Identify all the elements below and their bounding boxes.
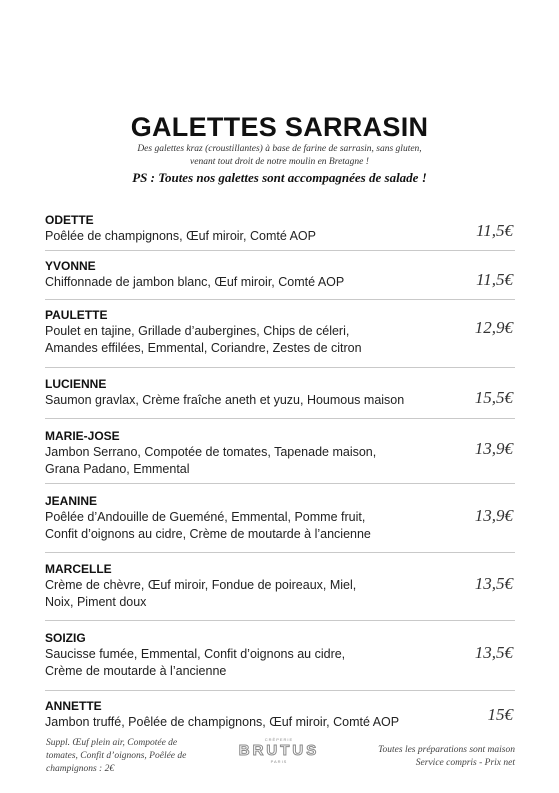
item-name: SOIZIG (45, 631, 86, 645)
item-name: ODETTE (45, 213, 94, 227)
menu-item-jeanine (45, 484, 515, 553)
brutus-logo: CRÊPERIE BRUTUS PARIS (238, 737, 320, 764)
item-name: MARIE-JOSE (45, 429, 120, 443)
salad-note: PS : Toutes nos galettes sont accompagnées de salade ! (132, 170, 427, 185)
menu-item-lucienne (45, 368, 515, 419)
item-description-line-1: Jambon Serrano, Compotée de tomates, Tapenade maison, (45, 445, 377, 459)
item-description: Chiffonnade de jambon blanc, Œuf miroir, Comté AOP (45, 275, 345, 289)
menu-item-paulette (45, 300, 515, 368)
item-description-line-2: Confit d’oignons au cidre, Crème de moutarde à l’ancienne (45, 527, 371, 541)
service-line-2: Service compris - Prix net (415, 758, 515, 768)
service-note (315, 744, 515, 770)
item-price: 11,5€ (476, 221, 513, 240)
menu-item-marie-jose (45, 419, 515, 484)
item-price: 15€ (487, 705, 513, 724)
supplement-note (46, 737, 221, 776)
menu-header (0, 112, 559, 186)
item-description-line-1: Saucisse fumée, Emmental, Confit d’oignons au cidre, (45, 647, 346, 661)
menu-item-annette (45, 691, 515, 737)
item-name: JEANINE (45, 494, 98, 508)
item-description-line-2: Crème de moutarde à l’ancienne (45, 664, 227, 678)
item-description: Jambon truffé, Poêlée de champignons, Œuf miroir, Comté AOP (45, 715, 400, 729)
item-name: YVONNE (45, 259, 96, 273)
item-price: 13,9€ (474, 506, 513, 525)
item-name: MARCELLE (45, 562, 112, 576)
item-price: 13,5€ (474, 574, 513, 593)
subtitle-line-1: Des galettes kraz (croustillantes) à base de farine de sarrasin, sans gluten, (137, 144, 422, 154)
menu-item-marcelle (45, 553, 515, 621)
item-description: Saumon gravlax, Crème fraîche aneth et yuzu, Houmous maison (45, 393, 405, 407)
menu-item-yvonne (45, 251, 515, 300)
item-description-line-2: Amandes effilées, Emmental, Coriandre, Zestes de citron (45, 341, 362, 355)
item-price: 13,9€ (474, 439, 513, 458)
menu-item-soizig (45, 621, 515, 691)
supplement-line-1: Suppl. Œuf plein air, Compotée de (46, 738, 178, 748)
item-description: Poêlée de champignons, Œuf miroir, Comté AOP (45, 229, 316, 243)
item-price: 12,9€ (474, 318, 513, 337)
menu-item-odette (45, 210, 515, 251)
item-description-line-1: Poêlée d’Andouille de Gueméné, Emmental, Pomme fruit, (45, 510, 366, 524)
item-price: 15,5€ (474, 388, 513, 407)
service-line-1: Toutes les préparations sont maison (378, 745, 515, 755)
supplement-line-3: champignons : 2€ (46, 764, 115, 774)
item-name: LUCIENNE (45, 377, 107, 391)
item-description-line-1: Crème de chèvre, Œuf miroir, Fondue de poireaux, Miel, (45, 578, 357, 592)
supplement-line-2: tomates, Confit d’oignons, Poêlée de (46, 751, 187, 761)
item-description-line-1: Poulet en tajine, Grillade d’aubergines, Chips de céleri, (45, 324, 350, 338)
subtitle-line-2: venant tout droit de notre moulin en Bretagne ! (190, 157, 369, 167)
item-name: ANNETTE (45, 699, 102, 713)
item-description-line-2: Grana Padano, Emmental (45, 462, 190, 476)
page-title: GALETTES SARRASIN (130, 112, 429, 142)
item-price: 13,5€ (474, 643, 513, 662)
galette-list (45, 210, 515, 737)
item-name: PAULETTE (45, 308, 108, 322)
item-description-line-2: Noix, Piment doux (45, 595, 147, 609)
item-price: 11,5€ (476, 270, 513, 289)
